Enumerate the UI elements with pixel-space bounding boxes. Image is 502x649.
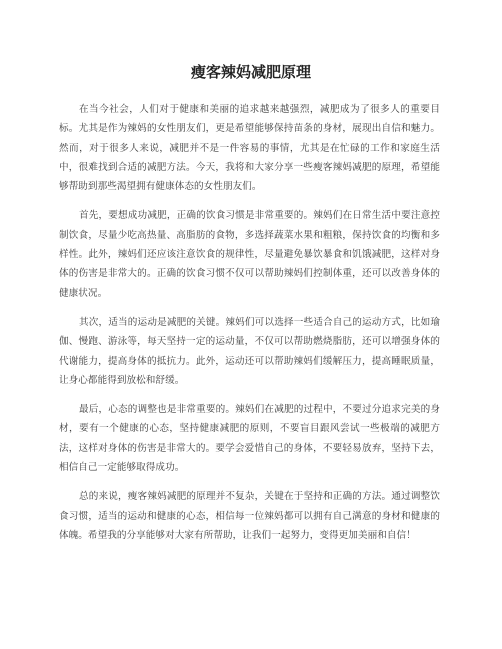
paragraph-exercise: 其次，适当的运动是减肥的关键。辣妈们可以选择一些适合自己的运动方式，比如瑜伽、慢跑、游泳等，每天坚持一定的运动量，不仅可以帮助燃烧脂肪，还可以增强身体的代谢能力，提高身体的抵抗力。此外，运动还可以帮助辣妈们缓解压力，提高睡眠质量，让身心都能得到放松和舒缓。 (59, 316, 440, 386)
paragraph-intro: 在当今社会，人们对于健康和美丽的追求越来越强烈，减肥成为了很多人的重要目标。尤其是作为辣妈的女性朋友们，更是希望能够保持苗条的身材，展现出自信和魅力。然而，对于很多人来说，减肥并不是一件容易的事情，尤其是在忙碌的工作和家庭生活中，很难找到合适的减肥方法。今天，我将和大家分享一些瘦客辣妈减肥的原理，希望能够帮助到那些渴望拥有健康体态的女性朋友们。 (59, 104, 440, 193)
paragraph-mindset: 最后，心态的调整也是非常重要的。辣妈们在减肥的过程中，不要过分追求完美的身材，要有一个健康的心态，坚持健康减肥的原则，不要盲目跟风尝试一些极端的减肥方法，这样对身体的伤害是非常大的。要学会爱惜自己的身体，不要轻易放弃，坚持下去，相信自己一定能够取得成功。 (59, 404, 440, 474)
paragraph-summary: 总的来说，瘦客辣妈减肥的原理并不复杂，关键在于坚持和正确的方法。通过调整饮食习惯，适当的运动和健康的心态，相信每一位辣妈都可以拥有自己满意的身材和健康的体魄。希望我的分享能够对大家有所帮助，让我们一起努力，变得更加美丽和自信！ (59, 491, 440, 541)
document-body (59, 100, 440, 555)
paragraph-diet: 首先，要想成功减肥，正确的饮食习惯是非常重要的。辣妈们在日常生活中要注意控制饮食，尽量少吃高热量、高脂肪的食物，多选择蔬菜水果和粗粮，保持饮食的均衡和多样性。此外，辣妈们还应该注意饮食的规律性，尽量避免暴饮暴食和饥饿减肥，这样对身体的伤害是非常大的。正确的饮食习惯不仅可以帮助辣妈们控制体重，还可以改善身体的健康状况。 (59, 210, 440, 299)
document-title: 瘦客辣妈减肥原理 (190, 63, 311, 81)
